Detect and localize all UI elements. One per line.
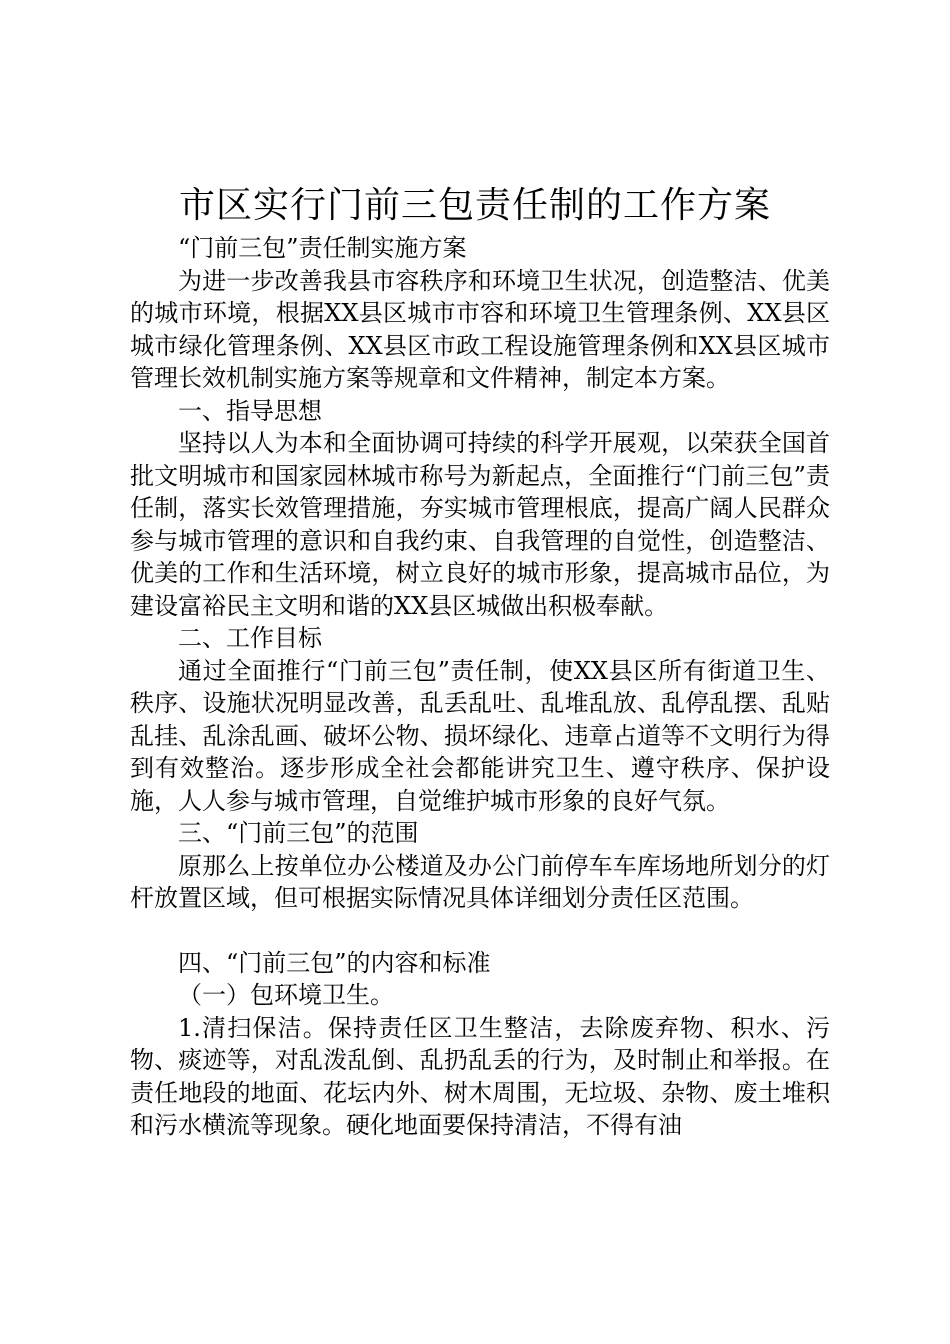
body-paragraph: 1.清扫保洁。保持责任区卫生整洁，去除废弃物、积水、污物、痰迹等，对乱泼乱倒、乱扔乱丢的行为，及时制止和举报。在责任地段的地面、花坛内外、树木周围，无垃圾、杂物、废土堆积和污水横流等现象。硬化地面要保持清洁，不得有油 (130, 1013, 830, 1139)
document-title: 市区实行门前三包责任制的工作方案 (178, 185, 771, 226)
section-heading-3: 三、“门前三包”的范围 (178, 819, 419, 847)
section-heading-4: 四、“门前三包”的内容和标准 (178, 948, 491, 977)
document-body (130, 232, 830, 1142)
intro-paragraph: 为进一步改善我县市容秩序和环境卫生状况，创造整洁、优美的城市环境，根据XX县区城市市容和环境卫生管理条例、XX县区城市绿化管理条例、XX县区市政工程设施管理条例和XX县区城市管理长效机制实施方案等规章和文件精神，制定本方案。 (130, 266, 830, 392)
body-paragraph: 通过全面推行“门前三包”责任制，使XX县区所有街道卫生、秩序、设施状况明显改善，乱丢乱吐、乱堆乱放、乱停乱摆、乱贴乱挂、乱涂乱画、破坏公物、损坏绿化、违章占道等不文明行为得到有效整治。逐步形成全社会都能讲究卫生、遵守秩序、保护设施，人人参与城市管理，自觉维护城市形象的良好气氛。 (130, 656, 830, 815)
body-paragraph: 原那么上按单位办公楼道及办公门前停车车库场地所划分的灯杆放置区域，但可根据实际情况具体详细划分责任区范围。 (130, 851, 830, 912)
subsection-heading: （一）包环境卫生。 (178, 981, 394, 1009)
section-heading-2: 二、工作目标 (178, 624, 322, 652)
body-paragraph: 坚持以人为本和全面协调可持续的科学开展观，以荣获全国首批文明城市和国家园林城市称号为新起点，全面推行“门前三包”责任制，落实长效管理措施，夯实城市管理根底，提高广阔人民群众参与城市管理的意识和自我约束、自我管理的自觉性，创造整洁、优美的工作和生活环境，树立良好的城市形象，提高城市品位，为建设富裕民主文明和谐的XX县区城做出积极奉献。 (130, 429, 830, 620)
subtitle-paragraph: “门前三包”责任制实施方案 (178, 234, 467, 262)
section-heading-1: 一、指导思想 (178, 396, 322, 425)
